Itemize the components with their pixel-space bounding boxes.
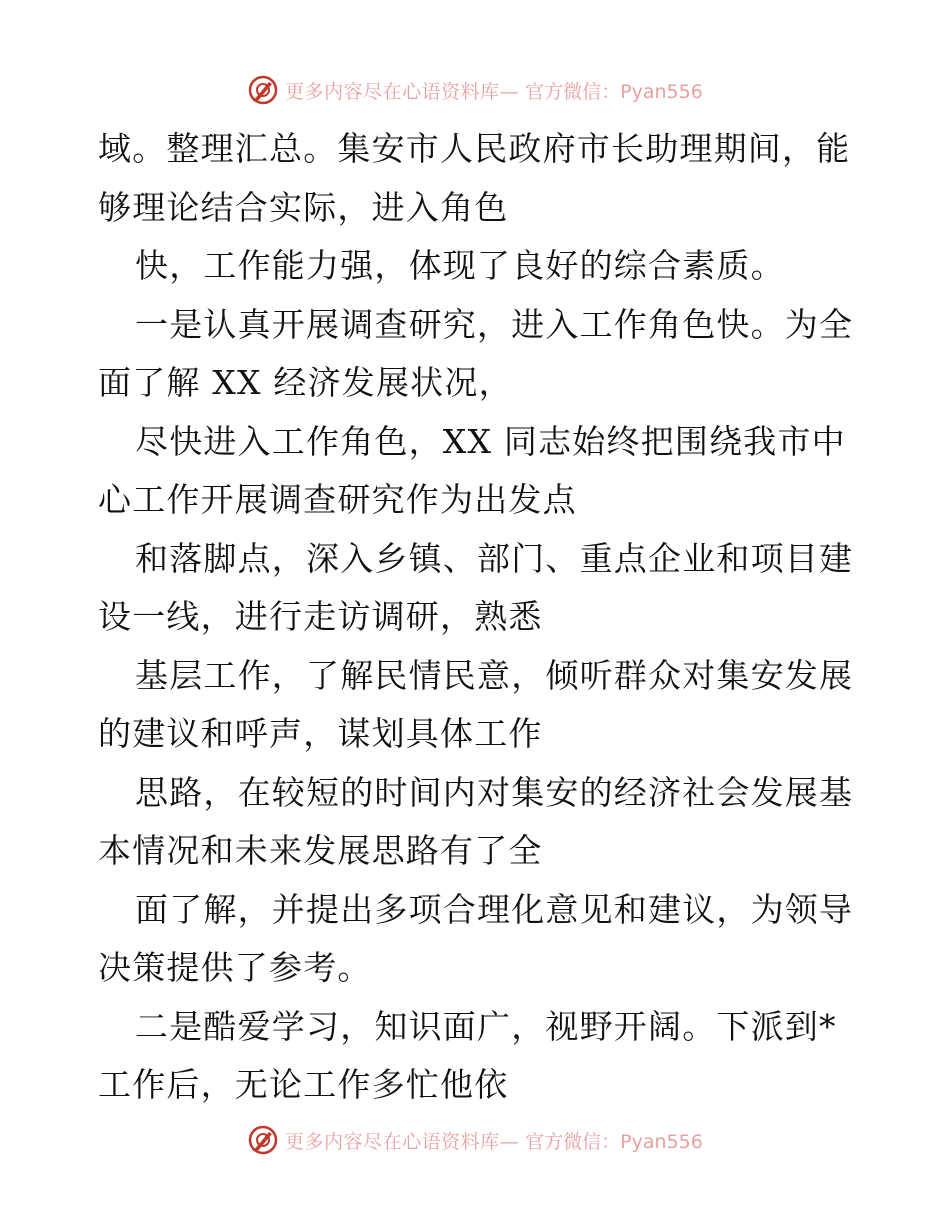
watermark-contact: 官方微信：Pyan556 — [525, 1130, 703, 1153]
body-line: 快，工作能力强，体现了良好的综合素质。 — [135, 246, 785, 285]
document-body — [98, 120, 868, 1115]
quill-logo-icon — [247, 1124, 279, 1156]
watermark-text: 更多内容尽在心语资料库— — [285, 1130, 520, 1153]
body-line: 面了解 XX 经济发展状况， — [98, 363, 513, 402]
body-line: 域。整理汇总。集安市人民政府市长助理期间，能 — [98, 129, 851, 168]
body-line: 二是酷爱学习，知识面广，视野开阔。下派到* — [135, 1006, 837, 1046]
body-line: 和落脚点，深入乡镇、部门、重点企业和项目建 — [135, 538, 854, 578]
body-line: 基层工作，了解民情民意，倾听群众对集安发展 — [135, 655, 854, 695]
watermark-banner-bottom — [0, 1120, 950, 1160]
body-line: 设一线，进行走访调研，熟悉 — [98, 597, 543, 636]
watermark-text: 更多内容尽在心语资料库— — [285, 80, 520, 103]
body-line: 尽快进入工作角色，XX 同志始终把围绕我市中 — [135, 421, 846, 461]
watermark-contact: 官方微信：Pyan556 — [525, 80, 703, 103]
body-line: 思路，在较短的时间内对集安的经济社会发展基 — [135, 772, 854, 812]
body-line: 工作后，无论工作多忙他依 — [98, 1065, 509, 1104]
body-line: 面了解，并提出多项合理化意见和建议，为领导 — [135, 889, 854, 929]
body-line: 决策提供了参考。 — [98, 948, 372, 987]
body-line: 一是认真开展调查研究，进入工作角色快。为全 — [135, 304, 854, 344]
body-line: 本情况和未来发展思路有了全 — [98, 831, 543, 870]
watermark-banner-top — [0, 70, 950, 110]
quill-logo-icon — [247, 74, 279, 106]
body-line: 心工作开展调查研究作为出发点 — [98, 480, 577, 519]
body-line: 的建议和呼声，谋划具体工作 — [98, 714, 543, 753]
body-line: 够理论结合实际，进入角色 — [98, 187, 509, 227]
